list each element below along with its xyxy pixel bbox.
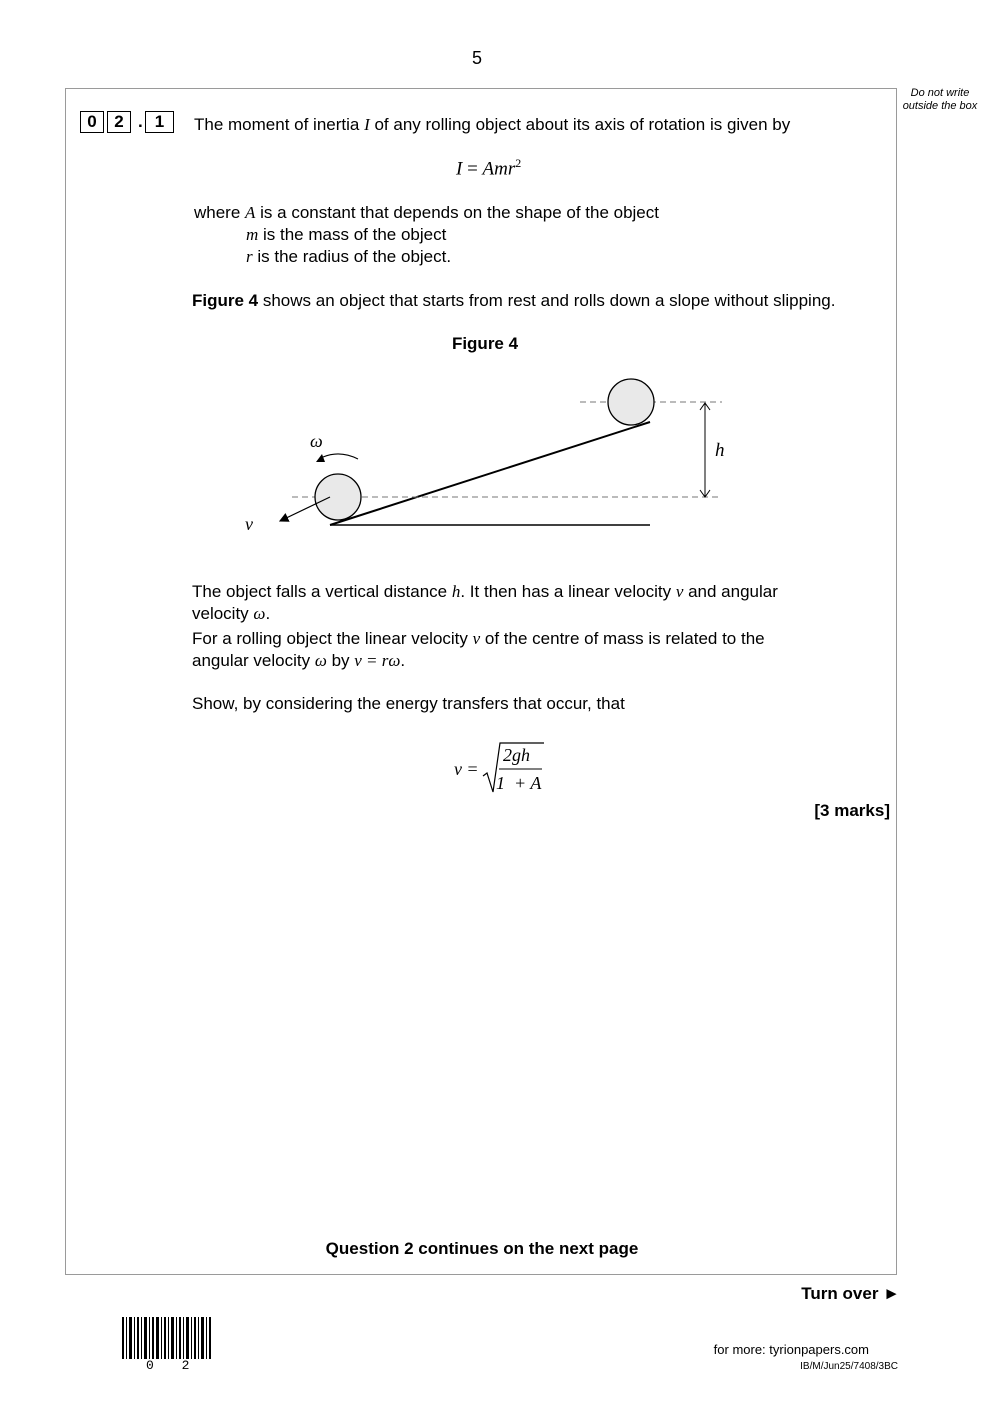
footer-url: for more: tyrionpapers.com (713, 1342, 869, 1357)
paragraph-velocity-relation: For a rolling object the linear velocity v of the centre of mass is related to the (192, 629, 765, 648)
barcode-image (122, 1317, 214, 1359)
marks-label: [3 marks] (814, 801, 890, 820)
moment-of-inertia-formula: I = Amr$^2$ (456, 156, 522, 180)
object-top-circle (608, 379, 654, 425)
show-instruction: Show, by considering the energy transfers that occur, that (192, 694, 625, 713)
definition-r: r is the radius of the object. (246, 247, 452, 266)
paragraph-fall-distance-cont: velocity ω. (192, 604, 271, 623)
paragraph-fall-distance: The object falls a vertical distance h. It then has a linear velocity v and angular (192, 582, 778, 601)
paragraph-velocity-relation-cont: angular velocity ω by v = rω. (192, 651, 406, 670)
turn-over-label: Turn over ► (801, 1284, 900, 1303)
question-part-number: 1 (145, 111, 174, 133)
question-number-digit-1: 0 (80, 111, 104, 133)
footer-code: IB/M/Jun25/7408/3BC (800, 1361, 898, 1372)
definition-m: m is the mass of the object (246, 225, 447, 244)
question-intro: The moment of inertia I of any rolling object about its axis of rotation is given by (194, 115, 791, 134)
height-label: h (715, 440, 725, 461)
slope-line (330, 422, 650, 525)
definition-A: where A is a constant that depends on the shape of the object (194, 203, 659, 222)
margin-note: Do not write outside the box (902, 87, 978, 112)
figure-title: Figure 4 (451, 334, 519, 353)
figure-intro: Figure 4 shows an object that starts from rest and rolls down a slope without slipping. (192, 291, 836, 310)
rotation-arrow (323, 454, 358, 459)
rolling-object-diagram (230, 370, 740, 540)
answer-frame (65, 88, 897, 1275)
omega-label: ω (310, 431, 323, 451)
question-number-dot: . (138, 112, 143, 131)
velocity-result-formula: v = 2gh 1 + A (454, 740, 554, 798)
velocity-label: v (245, 514, 253, 534)
page-number: 5 (471, 48, 482, 68)
question-number-digit-2: 2 (107, 111, 131, 133)
barcode-text: 0 2 (146, 1358, 200, 1373)
continues-note: Question 2 continues on the next page (325, 1239, 639, 1258)
object-bottom-circle (315, 474, 361, 520)
